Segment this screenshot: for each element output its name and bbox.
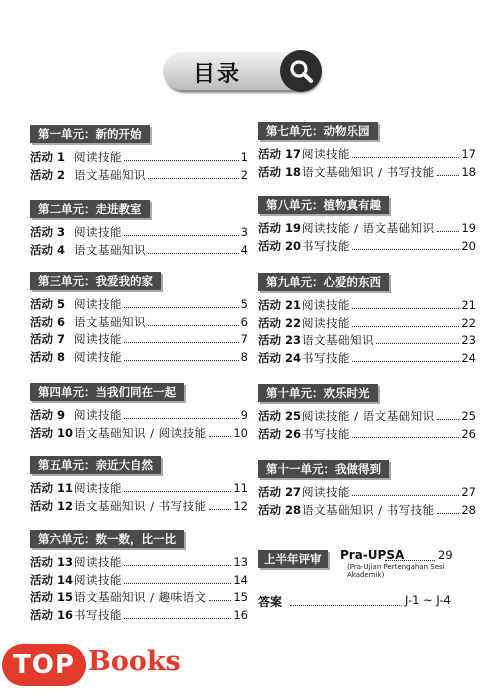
leader-dots — [209, 436, 231, 437]
leader-dots — [148, 325, 239, 326]
activity-page: 27 — [461, 485, 476, 499]
activity-row — [30, 296, 248, 312]
leader-dots — [124, 235, 239, 236]
leader-dots — [124, 583, 231, 584]
activity-row — [258, 426, 476, 442]
activity-title: 阅读技能 — [74, 481, 122, 495]
search-icon — [280, 50, 322, 92]
unit-heading: 第六单元：数一数，比一比 — [30, 530, 184, 548]
activity-page: 23 — [461, 333, 476, 347]
activity-row — [258, 350, 476, 366]
activity-label: 活动 18 — [258, 164, 302, 179]
activity-label: 活动 20 — [258, 238, 302, 253]
activity-row — [30, 607, 248, 623]
activity-page: 25 — [461, 409, 476, 423]
activity-title: 阅读技能 — [302, 315, 350, 330]
activity-title: 语文基础知识 / 书写技能 — [74, 498, 207, 513]
activity-title: 语文基础知识 / 书写技能 — [302, 164, 435, 179]
activity-label: 活动 1 — [30, 150, 66, 164]
toc-title-banner — [163, 52, 320, 90]
activity-row — [258, 484, 476, 500]
activity-label: 活动 9 — [30, 408, 66, 422]
activity-row — [30, 589, 248, 605]
activity-row — [30, 149, 248, 165]
activity-label: 活动 16 — [30, 607, 74, 622]
unit-heading: 第十一单元：我做得到 — [258, 460, 389, 478]
exam-page: 29 — [438, 548, 453, 562]
leader-dots — [352, 249, 459, 250]
activity-title: 阅读技能 / 语文基础知识 — [302, 409, 435, 423]
activity-row — [30, 407, 248, 423]
activity-label: 活动 23 — [258, 333, 302, 347]
leader-dots — [437, 175, 459, 176]
activity-title: 阅读技能 — [302, 147, 350, 161]
activity-label: 活动 27 — [258, 485, 302, 499]
activity-title: 阅读技能 — [74, 297, 122, 311]
activity-title: 书写技能 — [74, 607, 122, 622]
activity-page: 20 — [461, 238, 476, 253]
activity-page: 18 — [461, 164, 476, 179]
exam-subtitle: (Pra-Ujian Pertengahan Sesi Akademik) — [347, 563, 445, 579]
answers-pages: J-1 ~ J-4 — [405, 593, 451, 607]
activity-label: 活动 24 — [258, 350, 302, 365]
activity-page: 17 — [461, 147, 476, 161]
activity-page: 6 — [240, 314, 248, 329]
activity-page: 3 — [240, 225, 248, 239]
leader-dots — [376, 343, 459, 344]
activity-label: 活动 10 — [30, 425, 74, 440]
unit-heading: 第九单元：心爱的东西 — [258, 273, 389, 291]
activity-title: 阅读技能 — [74, 349, 122, 364]
activity-page: 7 — [240, 332, 248, 346]
activity-page: 10 — [233, 425, 248, 440]
activity-page: 22 — [461, 315, 476, 330]
activity-page: 2 — [240, 167, 248, 182]
leader-dots — [352, 308, 459, 309]
activity-title: 阅读技能 — [74, 225, 122, 239]
activity-label: 活动 25 — [258, 409, 302, 423]
logo-books-text: Books — [88, 646, 181, 677]
activity-row — [258, 297, 476, 313]
unit-heading: 第四单元：当我们同在一起 — [30, 383, 184, 401]
activity-title: 语文基础知识 — [302, 333, 374, 347]
leader-dots — [124, 342, 239, 343]
activity-label: 活动 28 — [258, 502, 302, 517]
leader-dots — [124, 565, 231, 566]
activity-label: 活动 17 — [258, 147, 302, 161]
activity-page: 4 — [240, 242, 248, 257]
activity-label: 活动 6 — [30, 314, 66, 329]
activity-title: 阅读技能 — [74, 150, 122, 164]
activity-title: 阅读技能 — [74, 408, 122, 422]
logo-top-text: TOP — [2, 644, 86, 686]
activity-label: 活动 3 — [30, 225, 66, 239]
leader-dots — [352, 495, 459, 496]
page-title: 目录 — [193, 62, 242, 87]
activity-page: 11 — [233, 481, 248, 495]
answers-leader-dots — [290, 605, 402, 606]
activity-page: 15 — [233, 590, 248, 604]
activity-row — [30, 572, 248, 588]
answers-label: 答案 — [258, 595, 283, 609]
activity-label: 活动 7 — [30, 332, 66, 346]
activity-page: 16 — [233, 607, 248, 622]
leader-dots — [437, 419, 459, 420]
activity-label: 活动 15 — [30, 590, 74, 604]
activity-label: 活动 2 — [30, 167, 66, 182]
activity-title: 语文基础知识 / 趣味语文 — [74, 590, 207, 604]
activity-row — [30, 224, 248, 240]
activity-row — [30, 554, 248, 570]
activity-row — [30, 314, 248, 330]
activity-title: 阅读技能 — [302, 298, 350, 312]
activity-page: 26 — [461, 426, 476, 441]
unit-heading: 第一单元：新的开始 — [30, 125, 150, 143]
activity-label: 活动 13 — [30, 555, 74, 569]
activity-page: 19 — [461, 221, 476, 235]
leader-dots — [148, 253, 239, 254]
activity-title: 书写技能 — [302, 350, 350, 365]
leader-dots — [352, 326, 459, 327]
leader-dots — [124, 160, 239, 161]
exam-leader-dots — [385, 560, 435, 561]
unit-heading: 第七单元：动物乐园 — [258, 122, 378, 140]
leader-dots — [124, 618, 231, 619]
leader-dots — [352, 157, 459, 158]
leader-dots — [209, 600, 231, 601]
activity-row — [258, 238, 476, 254]
activity-row — [30, 425, 248, 441]
activity-title: 阅读技能 / 语文基础知识 — [302, 221, 435, 235]
activity-row — [258, 146, 476, 162]
activity-row — [258, 502, 476, 518]
leader-dots — [124, 307, 239, 308]
activity-title: 阅读技能 — [74, 572, 122, 587]
unit-heading: 第三单元：我爱我的家 — [30, 272, 161, 290]
activity-row — [30, 498, 248, 514]
activity-label: 活动 19 — [258, 221, 302, 235]
unit-heading: 第五单元：亲近大自然 — [30, 456, 161, 474]
activity-page: 8 — [240, 349, 248, 364]
activity-label: 活动 5 — [30, 297, 66, 311]
activity-page: 21 — [461, 298, 476, 312]
unit-heading: 第八单元：植物真有趣 — [258, 196, 389, 214]
activity-label: 活动 26 — [258, 426, 302, 441]
activity-label: 活动 22 — [258, 315, 302, 330]
leader-dots — [352, 437, 459, 438]
activity-page: 28 — [461, 502, 476, 517]
activity-row — [258, 220, 476, 236]
activity-row — [30, 349, 248, 365]
activity-row — [30, 480, 248, 496]
activity-label: 活动 21 — [258, 298, 302, 312]
activity-title: 语文基础知识 — [74, 242, 146, 257]
activity-page: 14 — [233, 572, 248, 587]
activity-label: 活动 14 — [30, 572, 74, 587]
activity-title: 阅读技能 — [74, 555, 122, 569]
leader-dots — [352, 361, 459, 362]
leader-dots — [437, 231, 459, 232]
activity-label: 活动 12 — [30, 498, 74, 513]
activity-title: 阅读技能 — [302, 485, 350, 499]
exam-title: Pra-UPSA — [340, 548, 405, 562]
activity-row — [258, 408, 476, 424]
unit-heading: 第二单元：走进教室 — [30, 200, 150, 218]
leader-dots — [437, 513, 459, 514]
leader-dots — [209, 509, 231, 510]
activity-page: 12 — [233, 498, 248, 513]
leader-dots — [124, 418, 239, 419]
activity-label: 活动 4 — [30, 242, 66, 257]
activity-row — [30, 167, 248, 183]
activity-label: 活动 11 — [30, 481, 74, 495]
unit-heading: 第十单元：欢乐时光 — [258, 384, 378, 402]
leader-dots — [124, 360, 239, 361]
activity-page: 5 — [240, 297, 248, 311]
activity-title: 书写技能 — [302, 426, 350, 441]
mid-year-exam-heading: 上半年评审 — [258, 550, 328, 568]
activity-page: 1 — [240, 150, 248, 164]
activity-label: 活动 8 — [30, 349, 66, 364]
activity-row — [258, 164, 476, 180]
leader-dots — [124, 491, 231, 492]
activity-page: 9 — [240, 408, 248, 422]
activity-row — [30, 242, 248, 258]
activity-title: 语文基础知识 — [74, 314, 146, 329]
leader-dots — [148, 178, 239, 179]
activity-row — [30, 331, 248, 347]
activity-row — [258, 332, 476, 348]
activity-title: 语文基础知识 / 阅读技能 — [74, 425, 207, 440]
activity-row — [258, 315, 476, 331]
activity-title: 阅读技能 — [74, 332, 122, 346]
activity-title: 语文基础知识 — [74, 167, 146, 182]
activity-title: 语文基础知识 / 书写技能 — [302, 502, 435, 517]
activity-page: 13 — [233, 555, 248, 569]
activity-page: 24 — [461, 350, 476, 365]
activity-title: 书写技能 — [302, 238, 350, 253]
